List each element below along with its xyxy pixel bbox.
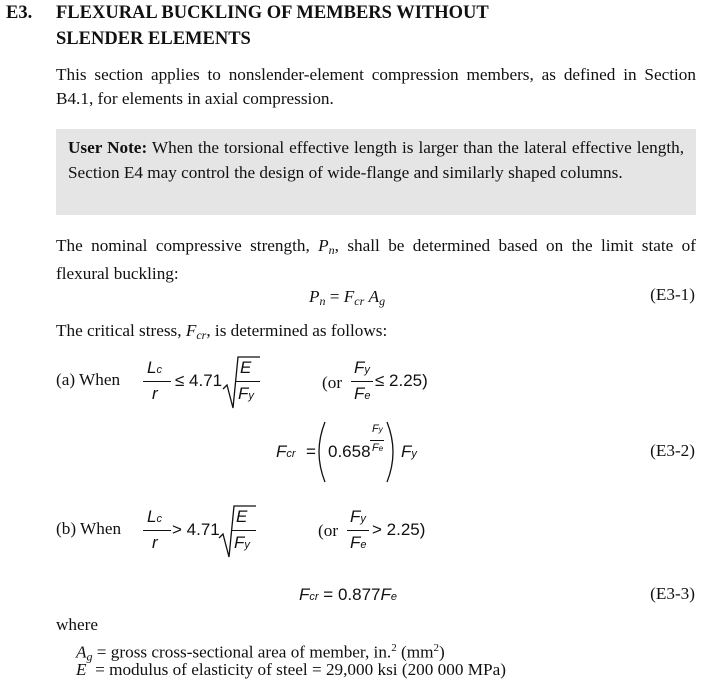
case-a-sqrt-bar: [236, 381, 260, 382]
critical-paragraph: [56, 319, 387, 347]
eq2-exp-Fe: [372, 442, 383, 454]
a-fe-e: e: [364, 390, 371, 402]
sqrt-y: y: [248, 390, 254, 402]
user-note-box: [56, 129, 696, 215]
a-fe-F: F: [354, 384, 365, 403]
lc-L: L: [147, 358, 157, 377]
def-ag-sym: A: [76, 642, 87, 662]
equation-e3-3: [299, 585, 397, 605]
case-b-r: r: [152, 533, 158, 552]
def-e-sym: E: [76, 660, 87, 679]
eq2-equals: =: [306, 442, 316, 461]
nominal-text-a: The nominal compressive strength,: [56, 236, 319, 255]
eq2-tail-y: y: [411, 448, 417, 460]
b-fe-F: F: [350, 533, 361, 552]
b-lc-c: c: [156, 513, 162, 525]
case-a-sqrt-E: E: [240, 358, 252, 377]
b-sqrt-F: F: [234, 533, 245, 552]
eq2-exp-bar: [370, 440, 384, 441]
eq3-cr: cr: [309, 591, 319, 603]
intro-paragraph: This section applies to nonslender-element compression members, as defined in Section B4.1, for elements in axial compression.: [56, 65, 696, 108]
case-a-label: (a) When: [56, 370, 121, 389]
case-a-sqrt-Fy: [238, 384, 254, 404]
def-ag-sub: g: [86, 649, 93, 664]
eq1-rhs-sub: cr: [354, 294, 365, 308]
case-a-lc-bar: [143, 381, 171, 382]
user-note-body: When the torsional effective length is larger than the lateral effective length, Section E4 may control the design of wide-flange and similarly shaped columns.: [68, 138, 684, 182]
sqrt-F: F: [238, 384, 249, 403]
case-a-Fe: [354, 384, 371, 404]
case-a-lc: [147, 358, 162, 378]
user-note-label: User Note:: [68, 138, 148, 157]
case-a-rel: ≤ 4.71: [175, 371, 223, 390]
def-ag-text: = gross cross-sectional area of member, in.: [92, 642, 392, 662]
nominal-paragraph: [56, 234, 696, 286]
user-note-text: [68, 136, 684, 185]
exp-y: y: [378, 425, 383, 434]
case-a-Fy: [354, 358, 370, 378]
eq3-rhs-e: e: [390, 591, 398, 603]
case-a-r: r: [152, 384, 158, 403]
b-lc-L: L: [147, 507, 157, 526]
eq2-label: (E3-2): [650, 441, 695, 460]
case-a-limit: ≤ 2.25): [375, 371, 428, 390]
critical-sym: F: [185, 321, 197, 340]
case-b-label: (b) When: [56, 519, 122, 538]
section-title-line1: FLEXURAL BUCKLING OF MEMBERS WITHOUT: [56, 3, 489, 23]
case-b-ratio-bar: [347, 530, 369, 531]
case-b-rel: > 4.71: [172, 520, 220, 539]
b-fy-F: F: [350, 507, 361, 526]
b-sqrt-y: y: [244, 539, 250, 551]
def-ag-text3: ): [438, 642, 445, 662]
where-label: where: [56, 615, 98, 634]
critical-text-b: , is determined as follows:: [206, 321, 388, 340]
eq3-rhs: = 0.877: [323, 585, 381, 604]
equation-e3-1: $P_n = F_{cr}$ $A_g$: [309, 287, 386, 308]
eq3-F: F: [299, 585, 310, 604]
eq2-exp-Fy: [372, 423, 383, 435]
section-title-line2: SLENDER ELEMENTS: [56, 29, 251, 49]
exp-fe-e: e: [378, 444, 384, 453]
def-ag-sup2: 2: [433, 642, 439, 654]
def-ag-sup: 2: [391, 642, 397, 654]
def-e: [76, 658, 506, 682]
case-b-Fe: [350, 533, 367, 553]
def-e-text: = modulus of elasticity of steel = 29,000 ksi (200 000 MPa): [86, 660, 506, 679]
a-fy-y: y: [364, 364, 370, 376]
eq1-label: (E3-1): [650, 285, 695, 304]
eq1-rhs2-sub: g: [379, 294, 386, 308]
eq2-cr: cr: [286, 448, 296, 460]
eq2-F: F: [276, 442, 287, 461]
case-a-ratio-bar: [351, 381, 373, 382]
eq1-rhs2: A: [368, 287, 380, 306]
case-b-lc: [147, 507, 162, 527]
exp-F: F: [372, 423, 379, 435]
case-b-sqrt-E: E: [236, 507, 248, 526]
eq3-label: (E3-3): [650, 584, 695, 603]
b-fy-y: y: [360, 513, 366, 525]
section-number: E3.: [6, 3, 33, 23]
case-b-Fy: [350, 507, 366, 527]
eq1-rhs: F: [343, 287, 355, 306]
case-b-sqrt-bar: [232, 530, 256, 531]
case-b-sqrt-Fy: [234, 533, 250, 553]
nominal-sym: P: [318, 236, 329, 255]
eq3-rhs-F: F: [380, 585, 391, 604]
case-a-or: (or: [322, 373, 343, 392]
case-b-or: (or: [318, 521, 339, 540]
nominal-text-b: , shall be determined based on the limit state of flexural buckling:: [56, 236, 696, 283]
case-b-limit: > 2.25): [372, 520, 426, 539]
def-ag-text2: (mm: [396, 642, 434, 662]
eq1-lhs-sub: n: [319, 294, 326, 308]
eq2-tail: [401, 442, 417, 462]
exp-fe-F: F: [372, 442, 379, 454]
a-fy-F: F: [354, 358, 365, 377]
critical-sym-sub: cr: [196, 328, 207, 342]
eq2-lhs: [276, 442, 296, 462]
eq1-lhs: P: [309, 287, 320, 306]
eq2-base: 0.658: [328, 442, 371, 461]
lc-c: c: [156, 364, 162, 376]
b-fe-e: e: [360, 539, 367, 551]
nominal-sym-sub: n: [328, 243, 335, 257]
eq2-tail-F: F: [401, 442, 412, 461]
case-b-lc-bar: [143, 530, 171, 531]
critical-text-a: The critical stress,: [56, 321, 186, 340]
